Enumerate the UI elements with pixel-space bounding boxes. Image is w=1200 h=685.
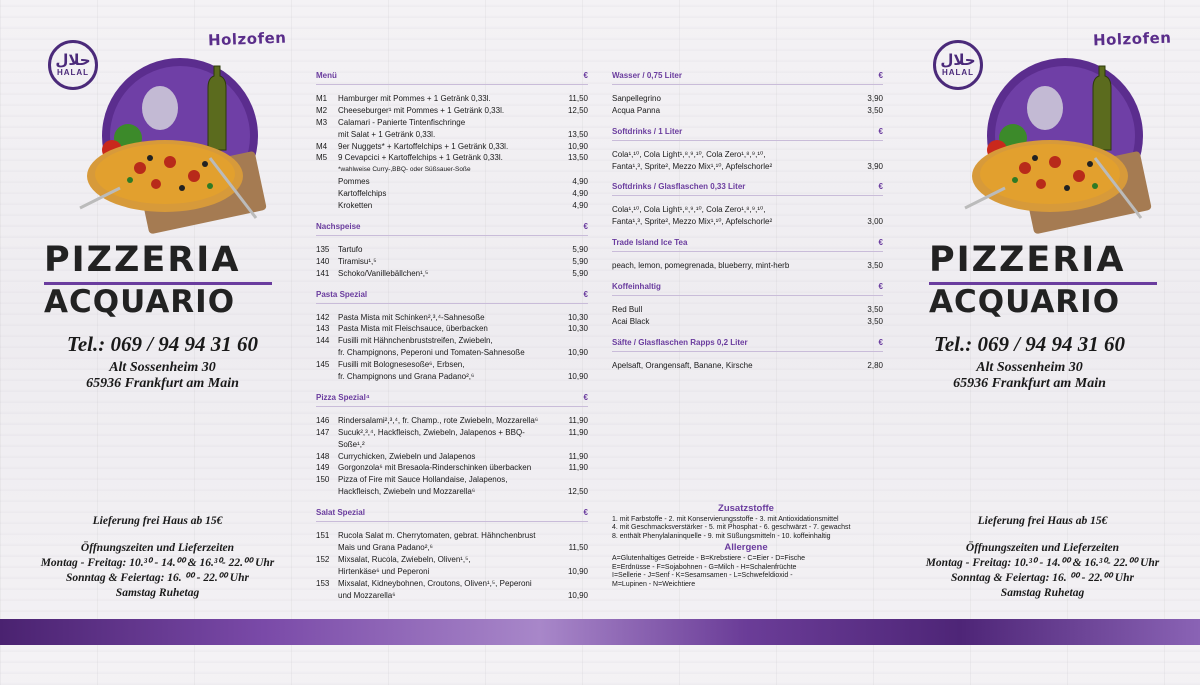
menu-item-number: 148 xyxy=(316,451,330,461)
opening-hours xyxy=(885,541,1200,601)
menu-item xyxy=(316,268,588,280)
menu-item xyxy=(316,451,588,463)
menu-item-number: 143 xyxy=(316,324,330,334)
menu-item xyxy=(316,462,588,474)
menu-item xyxy=(316,578,588,590)
menu-item xyxy=(316,323,588,335)
section-header xyxy=(316,70,588,85)
menu-item-name: Kroketten xyxy=(338,201,373,211)
menu-item-number: 153 xyxy=(316,578,330,588)
pizzeria-name-line1: PIZZERIA xyxy=(44,240,241,280)
menu-item-name: 9 Cevapcici + Kartoffelchips + 1 Getränk 0,33l. xyxy=(338,153,503,163)
menu-item-name: Acai Black xyxy=(612,316,650,326)
menu-item-name: mit Salat + 1 Getränk 0,33l. xyxy=(338,129,436,139)
delivery-info: Lieferung frei Haus ab 15€ xyxy=(977,515,1108,527)
menu-item xyxy=(316,359,588,371)
menu-item-price: 3,50 xyxy=(867,261,883,271)
currency-symbol: € xyxy=(878,71,883,80)
currency-symbol: € xyxy=(583,508,588,518)
menu-item xyxy=(316,554,588,566)
menu-item xyxy=(316,105,588,117)
menu-item-price: 10,90 xyxy=(567,348,588,358)
menu-item-price: 10,30 xyxy=(567,324,588,334)
menu-item-number: M3 xyxy=(316,117,328,127)
bottom-decorative-bar xyxy=(0,619,1200,645)
menu-item xyxy=(612,360,883,372)
menu-item-name: Mixsalat, Rucola, Zwiebeln, Oliven¹,⁵, xyxy=(338,554,471,564)
menu-item xyxy=(316,188,588,200)
menu-item-name: Hackfleisch, Zwiebeln und Mozzarella⁶ xyxy=(338,487,476,497)
menu-item xyxy=(316,152,588,164)
menu-item xyxy=(316,347,588,359)
menu-item-price: 3,50 xyxy=(867,105,883,115)
menu-item-name: Rucola Salat m. Cherrytomaten, gebrat. Hähnchenbrust xyxy=(338,531,536,541)
section-title: Menü xyxy=(316,71,337,80)
menu-item-name: Sucuk²,³,⁴, Hackfleisch, Zwiebeln, Jalapenos + BBQ-Soße¹,² xyxy=(338,427,525,449)
menu-item-number: 147 xyxy=(316,427,330,437)
section-header xyxy=(612,126,883,141)
menu-item-number: 135 xyxy=(316,244,330,254)
delivery-info: Lieferung frei Haus ab 15€ xyxy=(92,515,223,527)
section-title: Pasta Spezial xyxy=(316,289,368,299)
menu-item-name: peach, lemon, pomegrenada, blueberry, mint-herb xyxy=(612,261,790,271)
holzofen-label: Holzofen xyxy=(1092,28,1172,50)
section-title: Nachspeise xyxy=(316,221,361,231)
section-title: Koffeinhaltig xyxy=(612,281,661,291)
menu-item-price: 4,90 xyxy=(572,177,588,187)
menu-item-price: 10,30 xyxy=(567,312,588,322)
menu-item-name: Cheeseburger¹ mit Pommes + 1 Getränk 0,33l. xyxy=(338,105,505,115)
menu-item-price: 3,50 xyxy=(867,316,883,326)
section-title: Softdrinks / 1 Liter xyxy=(612,126,683,136)
halal-latin: HALAL xyxy=(56,68,90,77)
menu-item xyxy=(316,474,588,486)
menu-item-price: 11,50 xyxy=(568,543,588,552)
section-header xyxy=(316,289,588,304)
menu-item-name: Fanta¹,³, Sprite², Mezzo Mix¹,¹⁰, Apfelschorle² xyxy=(612,217,773,227)
section-header xyxy=(612,181,883,196)
section-gap xyxy=(612,172,883,181)
menu-item xyxy=(316,542,588,554)
allergen-line: E=Erdnüsse - F=Sojabohnen - G=Milch - H=Schalenfrüchte xyxy=(612,563,797,571)
section-header xyxy=(612,237,883,252)
section-gap xyxy=(612,372,883,381)
menu-item-name: Pasta Mista mit Schinken²,³,⁴-Sahnesoße xyxy=(338,312,485,322)
menu-item xyxy=(612,216,883,228)
menu-item xyxy=(316,335,588,347)
address-city: 65936 Frankfurt am Main xyxy=(86,376,239,391)
menu-item-price: 12,50 xyxy=(567,487,588,497)
currency-symbol: € xyxy=(878,182,883,192)
menu-item-name: Sanpellegrino xyxy=(612,93,661,103)
menu-item xyxy=(316,486,588,498)
hours-sunday: Sonntag & Feiertag: 16. ⁰⁰ - 22.⁰⁰ Uhr xyxy=(951,572,1134,584)
section-header xyxy=(316,392,588,407)
menu-item-number: M1 xyxy=(316,93,328,103)
allergens-list xyxy=(612,555,880,589)
menu-item-price: 3,00 xyxy=(867,217,883,227)
menu-item xyxy=(316,566,588,578)
menu-item-name: Rindersalami²,³,⁴, fr. Champ., rote Zwiebeln, Mozzarella⁶ xyxy=(338,415,539,425)
section-title: Salat Spezial xyxy=(316,508,365,518)
section-header xyxy=(316,221,588,236)
menu-item-name: Gorgonzola⁶ mit Bresaola-Rinderschinken überbacken xyxy=(338,463,532,473)
menu-item-price: 10,90 xyxy=(567,566,588,576)
menu-item-price: 5,90 xyxy=(572,256,588,266)
menu-item-name: Tiramisu¹,⁵ xyxy=(338,256,377,266)
hours-sunday: Sonntag & Feiertag: 16. ⁰⁰ - 22.⁰⁰ Uhr xyxy=(66,572,249,584)
section-gap xyxy=(612,117,883,126)
menu-item-number: 152 xyxy=(316,554,330,564)
menu-item-price: 4,90 xyxy=(572,201,588,211)
menu-item xyxy=(316,256,588,268)
menu-item-name: fr. Champignons, Peperoni und Tomaten-Sahnesoße xyxy=(338,348,525,358)
menu-item xyxy=(612,149,883,161)
menu-item-price: 11,90 xyxy=(568,451,588,461)
menu-item-price: 13,50 xyxy=(567,129,588,139)
pizzeria-name-line2: ACQUARIO xyxy=(929,284,1121,320)
menu-item xyxy=(612,204,883,216)
menu-column-right xyxy=(612,70,883,685)
pizzeria-name-line2: ACQUARIO xyxy=(44,284,236,320)
menu-item-price: 10,90 xyxy=(567,141,588,151)
additive-line: 1. mit Farbstoffe - 2. mit Konservierungsstoffe - 3. mit Antioxidationsmittel xyxy=(612,515,839,523)
menu-item-name: Pizza of Fire mit Sauce Hollandaise, Jalapenos, xyxy=(338,475,508,485)
menu-item xyxy=(316,93,588,105)
menu-item-name: fr. Champignons und Grana Padano²,⁶ xyxy=(338,372,475,382)
menu-item-name: Red Bull xyxy=(612,304,643,314)
menu-item xyxy=(316,590,588,602)
cover-right xyxy=(885,0,1185,615)
hours-title: Öffnungszeiten und Lieferzeiten xyxy=(80,542,235,554)
allergen-line: A=Glutenhaltiges Getreide - B=Krebstiere - C=Eier - D=Fische xyxy=(612,554,805,562)
section-title: Trade Island Ice Tea xyxy=(612,238,688,248)
currency-symbol: € xyxy=(878,126,883,136)
menu-item-price: 3,50 xyxy=(867,304,883,314)
menu-item-name: Mais und Grana Padano²,⁶ xyxy=(338,543,433,552)
holzofen-label: Holzofen xyxy=(207,28,287,50)
halal-arabic: حلال xyxy=(55,51,91,69)
section-title: Wasser / 0,75 Liter xyxy=(612,71,682,80)
additive-line: 4. mit Geschmacksverstärker - 5. mit Phosphat - 6. geschwärzt - 7. gewachst xyxy=(612,524,851,532)
menu-item-price: 12,50 xyxy=(567,105,588,115)
menu-item-price: 10,90 xyxy=(567,590,588,600)
menu-item xyxy=(612,304,883,316)
menu-item-name: Kartoffelchips xyxy=(338,189,387,199)
menu-item-name: Fanta¹,³, Sprite², Mezzo Mix¹,¹⁰, Apfelschorle² xyxy=(612,161,773,171)
pizzeria-name-line1: PIZZERIA xyxy=(929,240,1126,280)
menu-item-price: 3,90 xyxy=(867,93,883,103)
menu-item-price: 13,50 xyxy=(567,153,588,163)
hours-rest: Samstag Ruhetag xyxy=(1000,587,1085,599)
menu-item xyxy=(612,161,883,173)
menu-item xyxy=(316,244,588,256)
currency-symbol: € xyxy=(583,221,588,231)
address-street: Alt Sossenheim 30 xyxy=(109,360,216,375)
menu-item-price: 5,90 xyxy=(572,268,588,278)
menu-column-left xyxy=(316,70,588,685)
section-title: Pizza Spezial⁴ xyxy=(316,392,370,402)
currency-symbol: € xyxy=(583,392,588,402)
menu-item-price: 2,80 xyxy=(867,360,883,370)
menu-item-number: 142 xyxy=(316,312,330,322)
pizza-illustration xyxy=(60,58,270,238)
address xyxy=(0,360,325,392)
hours-weekday: Montag - Freitag: 10.³⁰ - 14.⁰⁰ & 16.³⁰- 22.⁰⁰ Uhr xyxy=(925,557,1160,569)
section-gap xyxy=(316,280,588,289)
menu-item-name: 9er Nuggets* + Kartoffelchips + 1 Getränk 0,33l. xyxy=(338,141,509,151)
menu-item-number: 144 xyxy=(316,336,330,346)
allergens-title: Allergene xyxy=(724,542,768,554)
menu-item xyxy=(316,141,588,153)
menu-item-note: *wahlweise Curry-,BBQ- oder Süßsauer-Soße xyxy=(338,166,471,174)
menu-item-name: Acqua Panna xyxy=(612,105,661,115)
menu-item-name: Currychicken, Zwiebeln und Jalapenos xyxy=(338,451,476,461)
section-gap xyxy=(612,228,883,237)
section-header xyxy=(316,507,588,522)
currency-symbol: € xyxy=(583,71,588,80)
additive-line: 8. enthält Phenylalaninquelle - 9. mit Süßungsmitteln - 10. koffeinhaltig xyxy=(612,532,831,540)
section-gap xyxy=(612,328,883,337)
currency-symbol: € xyxy=(878,337,883,347)
menu-item-number: 151 xyxy=(316,531,330,541)
menu-item-name: Schoko/Vanillebällchen¹,⁵ xyxy=(338,268,429,278)
menu-item-name: Apelsaft, Orangensaft, Banane, Kirsche xyxy=(612,360,753,370)
menu-item xyxy=(316,427,588,451)
address-city: 65936 Frankfurt am Main xyxy=(953,376,1106,391)
menu-item xyxy=(316,530,588,542)
section-gap xyxy=(316,212,588,221)
menu-item-price: 3,90 xyxy=(867,161,883,171)
phone-number: Tel.: 069 / 94 94 31 60 xyxy=(933,332,1126,356)
menu-item-number: 149 xyxy=(316,463,330,473)
menu-item-name: Mixsalat, Kidneybohnen, Croutons, Oliven¹,⁵, Peperoni xyxy=(338,578,532,588)
menu-item-name: Hamburger mit Pommes + 1 Getränk 0,33l. xyxy=(338,93,491,103)
phone-number: Tel.: 069 / 94 94 31 60 xyxy=(66,332,259,356)
currency-symbol: € xyxy=(878,238,883,248)
menu-item xyxy=(612,316,883,328)
section-title: Softdrinks / Glasflaschen 0,33 Liter xyxy=(612,182,746,192)
menu-item-number: M2 xyxy=(316,105,328,115)
menu-item xyxy=(316,117,588,129)
menu-item xyxy=(316,312,588,324)
menu-item-number: 150 xyxy=(316,475,330,485)
menu-item-name: Pasta Mista mit Fleischsauce, überbacken xyxy=(338,324,488,334)
section-header xyxy=(612,281,883,296)
menu-item-number: 145 xyxy=(316,360,330,370)
menu-item-number: M4 xyxy=(316,141,328,151)
menu-item-number: 146 xyxy=(316,415,330,425)
menu-item-price: 10,90 xyxy=(567,372,588,382)
menu-item xyxy=(316,415,588,427)
section-header xyxy=(612,70,883,85)
menu-item-name: Pommes xyxy=(338,177,370,187)
menu-item xyxy=(316,200,588,212)
menu-item xyxy=(316,129,588,141)
menu-item-name: Cola¹,¹⁰, Cola Light¹,⁸,⁹,¹⁰, Cola Zero¹,⁸,⁹,¹⁰, xyxy=(612,205,766,215)
menu-item-number: M5 xyxy=(316,153,328,163)
menu-item-name: Hirtenkäse⁶ und Peperoni xyxy=(338,566,430,576)
section-gap xyxy=(316,602,588,611)
section-header xyxy=(612,337,883,352)
section-title: Säfte / Glasflaschen Rapps 0,2 Liter xyxy=(612,337,748,347)
menu-item xyxy=(612,105,883,117)
halal-arabic: حلال xyxy=(940,51,976,69)
cover-left xyxy=(0,0,300,615)
section-gap xyxy=(316,383,588,392)
additives-list xyxy=(612,516,880,542)
address-street: Alt Sossenheim 30 xyxy=(976,360,1083,375)
menu-item xyxy=(316,371,588,383)
address xyxy=(867,360,1192,392)
additives-title: Zusatzstoffe xyxy=(718,503,774,514)
menu-item-price: 11,90 xyxy=(568,427,588,437)
pizza-illustration xyxy=(945,58,1155,238)
allergen-line: M=Lupinen - N=Weichtiere xyxy=(612,580,696,588)
menu-item-name: Fusilli mit Hähnchenbruststreifen, Zwiebeln, xyxy=(338,336,493,346)
additives-allergens xyxy=(612,505,880,589)
menu-item-number: 140 xyxy=(316,256,330,266)
menu-item xyxy=(316,176,588,188)
menu-item-number: 141 xyxy=(316,268,330,278)
opening-hours xyxy=(0,541,315,601)
section-gap xyxy=(612,272,883,281)
menu-item-price: 11,90 xyxy=(568,415,588,425)
menu-item-name: und Mozzarella⁶ xyxy=(338,590,396,600)
currency-symbol: € xyxy=(583,289,588,299)
menu-item-name: Calamari - Panierte Tintenfischringe xyxy=(338,117,466,127)
menu-item-price: 5,90 xyxy=(572,244,588,254)
hours-title: Öffnungszeiten und Lieferzeiten xyxy=(965,542,1120,554)
hours-weekday: Montag - Freitag: 10.³⁰ - 14.⁰⁰ & 16.³⁰- 22.⁰⁰ Uhr xyxy=(40,557,275,569)
menu-item-name: Fusilli mit Bolognesesoße⁶, Erbsen, xyxy=(338,360,465,370)
menu-item-name: Cola¹,¹⁰, Cola Light¹,⁸,⁹,¹⁰, Cola Zero¹,⁸,⁹,¹⁰, xyxy=(612,149,766,159)
menu-item-price: 11,50 xyxy=(568,93,588,103)
menu-item-price: 11,90 xyxy=(568,463,588,473)
halal-latin: HALAL xyxy=(941,68,975,77)
menu-item xyxy=(612,93,883,105)
allergen-line: I=Sellerie - J=Senf - K=Sesamsamen - L=Schwefeldioxid - xyxy=(612,572,793,580)
menu-item xyxy=(612,260,883,272)
section-gap xyxy=(316,498,588,507)
currency-symbol: € xyxy=(878,281,883,291)
hours-rest: Samstag Ruhetag xyxy=(115,587,200,599)
menu-item-name: Tartufo xyxy=(338,244,363,254)
menu-item-price: 4,90 xyxy=(572,189,588,199)
